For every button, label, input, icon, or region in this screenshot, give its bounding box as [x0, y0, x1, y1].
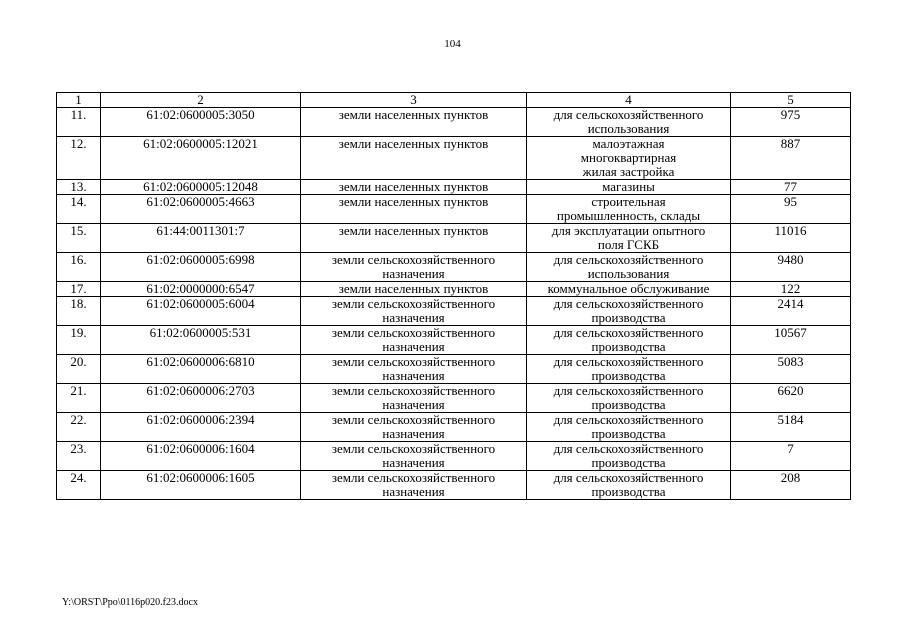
area-cell: 10567: [731, 326, 851, 355]
permitted-use-cell: коммунальное обслуживание: [527, 282, 731, 297]
area-cell: 77: [731, 180, 851, 195]
land-category-cell: земли сельскохозяйственного назначения: [301, 355, 527, 384]
area-cell: 5083: [731, 355, 851, 384]
permitted-use-cell: для сельскохозяйственного использования: [527, 108, 731, 137]
header-cell: 4: [527, 93, 731, 108]
row-number-cell: 20.: [57, 355, 101, 384]
land-category-cell: земли населенных пунктов: [301, 137, 527, 180]
cadastral-number-cell: 61:44:0011301:7: [101, 224, 301, 253]
table-row: [57, 108, 851, 137]
land-category-cell: земли сельскохозяйственного назначения: [301, 413, 527, 442]
row-number-cell: 22.: [57, 413, 101, 442]
permitted-use-cell: для сельскохозяйственного производства: [527, 442, 731, 471]
table-row: [57, 355, 851, 384]
cadastral-number-cell: 61:02:0600005:4663: [101, 195, 301, 224]
cadastral-number-cell: 61:02:0600006:2394: [101, 413, 301, 442]
table-row: [57, 224, 851, 253]
land-category-cell: земли населенных пунктов: [301, 224, 527, 253]
permitted-use-cell: для эксплуатации опытного поля ГСКБ: [527, 224, 731, 253]
area-cell: 975: [731, 108, 851, 137]
land-category-cell: земли населенных пунктов: [301, 282, 527, 297]
table-body: [57, 93, 851, 500]
row-number-cell: 17.: [57, 282, 101, 297]
area-cell: 5184: [731, 413, 851, 442]
permitted-use-cell: малоэтажная многоквартирная жилая застройка: [527, 137, 731, 180]
area-cell: 2414: [731, 297, 851, 326]
row-number-cell: 18.: [57, 297, 101, 326]
land-category-cell: земли сельскохозяйственного назначения: [301, 297, 527, 326]
table-row: [57, 137, 851, 180]
row-number-cell: 23.: [57, 442, 101, 471]
row-number-cell: 11.: [57, 108, 101, 137]
area-cell: 6620: [731, 384, 851, 413]
cadastral-number-cell: 61:02:0600006:1605: [101, 471, 301, 500]
land-category-cell: земли сельскохозяйственного назначения: [301, 471, 527, 500]
cadastral-number-cell: 61:02:0600005:531: [101, 326, 301, 355]
land-category-cell: земли населенных пунктов: [301, 195, 527, 224]
table-row: [57, 195, 851, 224]
table-row: [57, 297, 851, 326]
cadastral-number-cell: 61:02:0600006:2703: [101, 384, 301, 413]
cadastral-number-cell: 61:02:0600005:12048: [101, 180, 301, 195]
area-cell: 7: [731, 442, 851, 471]
cadastral-number-cell: 61:02:0600006:1604: [101, 442, 301, 471]
cadastral-number-cell: 61:02:0600005:6998: [101, 253, 301, 282]
table-row: [57, 180, 851, 195]
table-header-row: [57, 93, 851, 108]
area-cell: 95: [731, 195, 851, 224]
cadastral-number-cell: 61:02:0600005:12021: [101, 137, 301, 180]
header-cell: 1: [57, 93, 101, 108]
cadastral-number-cell: 61:02:0600006:6810: [101, 355, 301, 384]
permitted-use-cell: для сельскохозяйственного производства: [527, 384, 731, 413]
land-category-cell: земли населенных пунктов: [301, 108, 527, 137]
permitted-use-cell: для сельскохозяйственного производства: [527, 413, 731, 442]
table-row: [57, 326, 851, 355]
area-cell: 122: [731, 282, 851, 297]
land-category-cell: земли сельскохозяйственного назначения: [301, 442, 527, 471]
table-row: [57, 282, 851, 297]
row-number-cell: 19.: [57, 326, 101, 355]
permitted-use-cell: для сельскохозяйственного производства: [527, 297, 731, 326]
table-row: [57, 413, 851, 442]
row-number-cell: 16.: [57, 253, 101, 282]
permitted-use-cell: для сельскохозяйственного использования: [527, 253, 731, 282]
row-number-cell: 24.: [57, 471, 101, 500]
table-row: [57, 471, 851, 500]
cadastral-number-cell: 61:02:0000000:6547: [101, 282, 301, 297]
permitted-use-cell: магазины: [527, 180, 731, 195]
area-cell: 11016: [731, 224, 851, 253]
footer-file-path: Y:\ORST\Ppo\0116p020.f23.docx: [62, 597, 198, 608]
table-row: [57, 442, 851, 471]
permitted-use-cell: строительная промышленность, склады: [527, 195, 731, 224]
area-cell: 9480: [731, 253, 851, 282]
permitted-use-cell: для сельскохозяйственного производства: [527, 355, 731, 384]
cadastral-number-cell: 61:02:0600005:6004: [101, 297, 301, 326]
table-row: [57, 253, 851, 282]
row-number-cell: 14.: [57, 195, 101, 224]
permitted-use-cell: для сельскохозяйственного производства: [527, 326, 731, 355]
row-number-cell: 15.: [57, 224, 101, 253]
area-cell: 887: [731, 137, 851, 180]
header-cell: 5: [731, 93, 851, 108]
header-cell: 3: [301, 93, 527, 108]
area-cell: 208: [731, 471, 851, 500]
table-row: [57, 384, 851, 413]
permitted-use-cell: для сельскохозяйственного производства: [527, 471, 731, 500]
land-category-cell: земли сельскохозяйственного назначения: [301, 326, 527, 355]
page-number: 104: [444, 38, 461, 50]
row-number-cell: 21.: [57, 384, 101, 413]
land-category-cell: земли сельскохозяйственного назначения: [301, 384, 527, 413]
land-plots-table: [56, 92, 851, 500]
header-cell: 2: [101, 93, 301, 108]
land-category-cell: земли населенных пунктов: [301, 180, 527, 195]
land-category-cell: земли сельскохозяйственного назначения: [301, 253, 527, 282]
row-number-cell: 13.: [57, 180, 101, 195]
row-number-cell: 12.: [57, 137, 101, 180]
cadastral-number-cell: 61:02:0600005:3050: [101, 108, 301, 137]
